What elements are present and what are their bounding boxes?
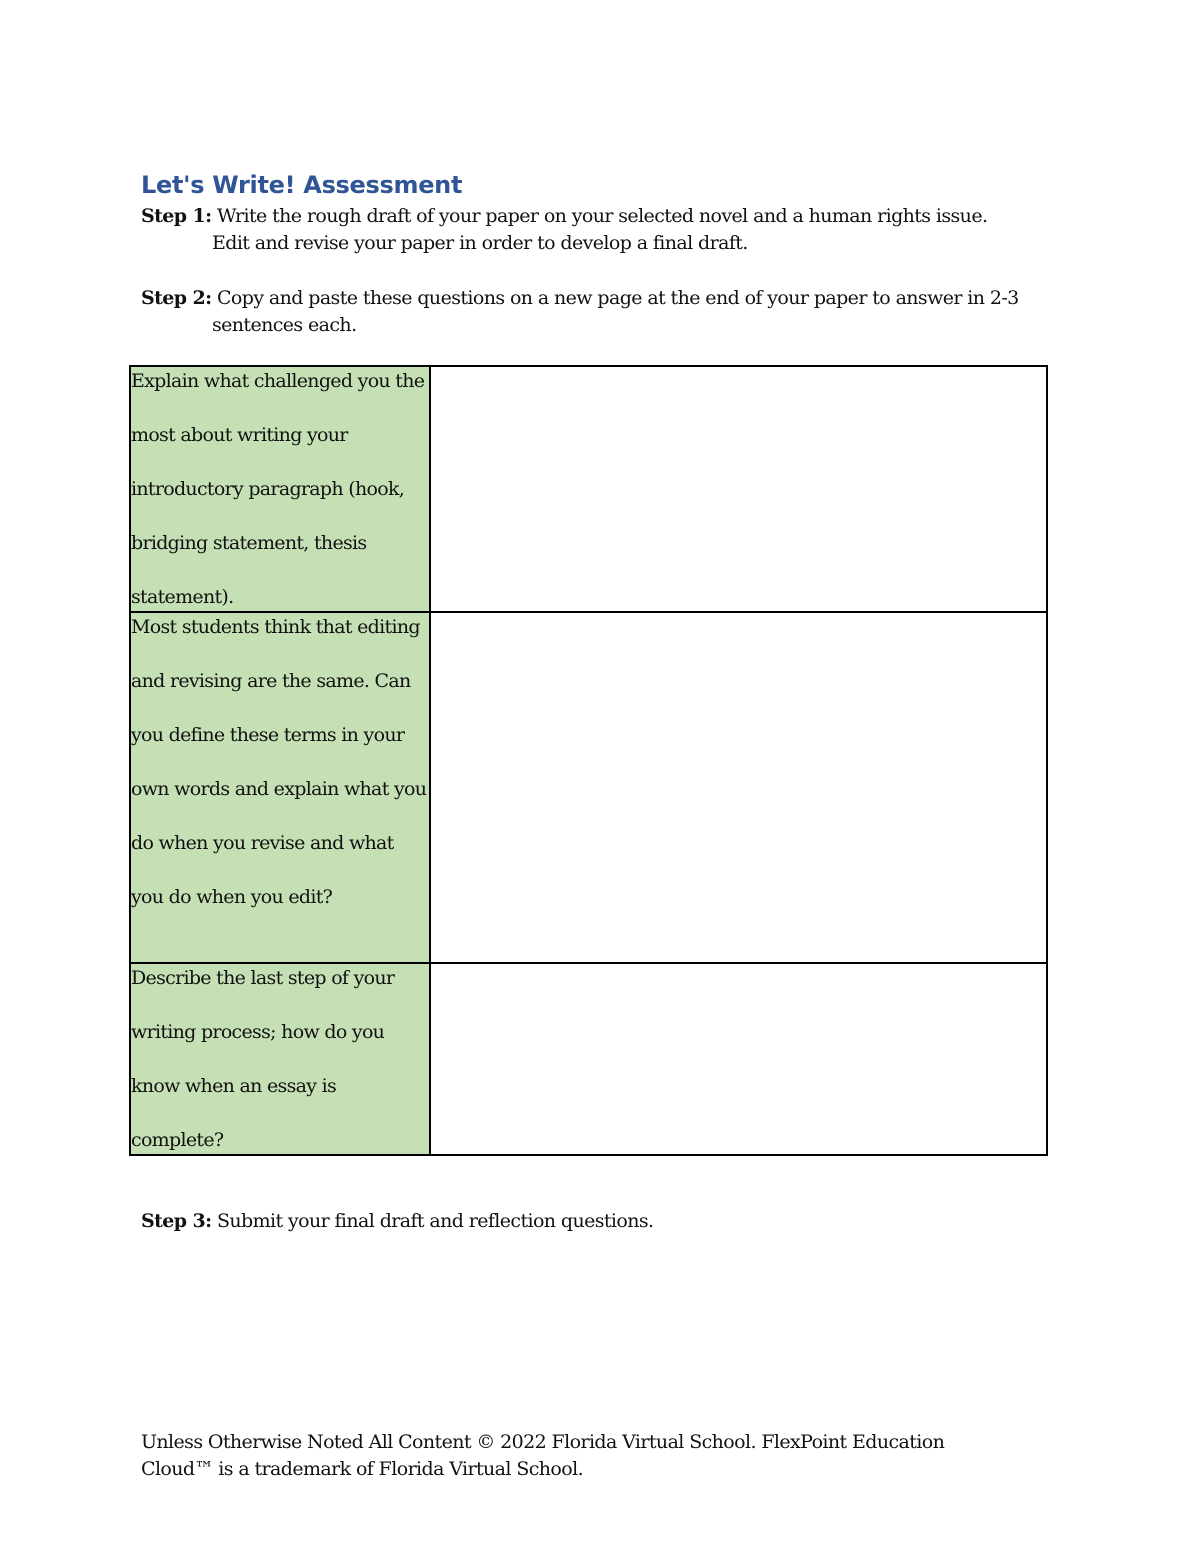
question-text: Explain what challenged you the most about writing your introductory paragraph (hook, bridging statement, thesis statement). xyxy=(131,370,425,608)
step-3 xyxy=(141,1208,653,1235)
step-1-text: Write the rough draft of your paper on your selected novel and a human rights issue. xyxy=(216,205,988,227)
step-1 xyxy=(141,203,987,257)
question-cell xyxy=(130,963,430,1155)
copyright-footer: Unless Otherwise Noted All Content © 2022 Florida Virtual School. FlexPoint Education Cloud™ is a trademark of Florida Virtual School. xyxy=(141,1431,945,1480)
step-3-text: Submit your final draft and reflection questions. xyxy=(216,1210,654,1232)
table-row xyxy=(130,963,1047,1155)
step-1-text-continued: Edit and revise your paper in order to develop a final draft. xyxy=(212,232,748,254)
question-text: Describe the last step of your writing process; how do you know when an essay is complete? xyxy=(131,967,395,1151)
reflection-questions-table xyxy=(129,365,1048,1156)
question-text: Most students think that editing and revising are the same. Can you define these terms in your own words and explain what you do when you revise and what you do when you edit? xyxy=(131,616,427,908)
step-2 xyxy=(141,285,1019,339)
step-1-label: Step 1: xyxy=(141,205,212,227)
step-2-label: Step 2: xyxy=(141,287,212,309)
table-row xyxy=(130,612,1047,963)
answer-cell[interactable] xyxy=(430,366,1047,612)
question-cell xyxy=(130,612,430,963)
step-2-text: Copy and paste these questions on a new page at the end of your paper to answer in 2-3 xyxy=(216,287,1019,309)
question-cell xyxy=(130,366,430,612)
answer-cell[interactable] xyxy=(430,612,1047,963)
page-title: Let's Write! Assessment xyxy=(141,171,463,199)
table-row xyxy=(130,366,1047,612)
step-3-label: Step 3: xyxy=(141,1210,212,1232)
answer-cell[interactable] xyxy=(430,963,1047,1155)
step-2-text-continued: sentences each. xyxy=(212,314,357,336)
